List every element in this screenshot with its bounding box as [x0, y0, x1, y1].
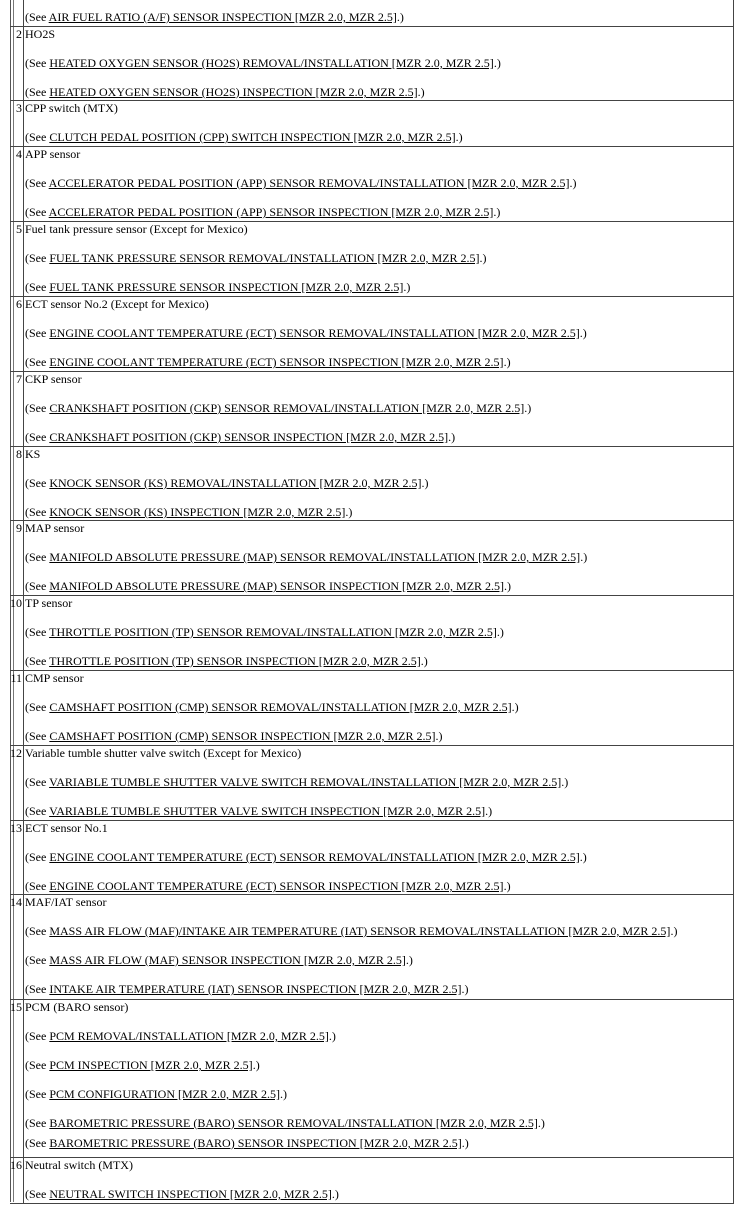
- reference-prefix: (See: [25, 355, 50, 369]
- reference-suffix: .): [331, 1187, 339, 1201]
- table-row: [10, 596, 734, 671]
- reference-link[interactable]: BAROMETRIC PRESSURE (BARO) SENSOR INSPECTION [MZR 2.0, MZR 2.5]: [49, 1136, 462, 1150]
- reference-line: [25, 1187, 733, 1201]
- reference-link[interactable]: ENGINE COOLANT TEMPERATURE (ECT) SENSOR REMOVAL/INSTALLATION [MZR 2.0, MZR 2.5]: [49, 326, 580, 340]
- reference-line: [25, 56, 733, 70]
- reference-prefix: (See: [25, 775, 50, 789]
- reference-suffix: .): [421, 476, 429, 490]
- reference-line: [25, 953, 733, 967]
- reference-link[interactable]: CAMSHAFT POSITION (CMP) SENSOR REMOVAL/INSTALLATION [MZR 2.0, MZR 2.5]: [49, 700, 512, 714]
- reference-link[interactable]: CAMSHAFT POSITION (CMP) SENSOR INSPECTION [MZR 2.0, MZR 2.5]: [49, 729, 436, 743]
- table-row: [10, 895, 734, 1000]
- reference-line: [25, 401, 733, 415]
- table-row: [10, 671, 734, 746]
- reference-line: [25, 205, 733, 219]
- reference-link[interactable]: VARIABLE TUMBLE SHUTTER VALVE SWITCH REMOVAL/INSTALLATION [MZR 2.0, MZR 2.5]: [49, 775, 562, 789]
- row-content: [24, 147, 733, 221]
- table-row: [10, 521, 734, 596]
- component-name: CPP switch (MTX): [25, 101, 118, 115]
- row-content: [24, 521, 733, 595]
- table-row: [10, 101, 734, 147]
- reference-line: [25, 625, 733, 639]
- row-content: [24, 372, 733, 446]
- reference-prefix: (See: [25, 1116, 50, 1130]
- row-content: [24, 1000, 733, 1157]
- reference-prefix: (See: [25, 1136, 50, 1150]
- reference-link[interactable]: VARIABLE TUMBLE SHUTTER VALVE SWITCH INSPECTION [MZR 2.0, MZR 2.5]: [49, 804, 486, 818]
- reference-line: [25, 729, 733, 743]
- reference-prefix: (See: [25, 579, 50, 593]
- reference-suffix: .): [448, 430, 456, 444]
- reference-prefix: (See: [25, 625, 50, 639]
- reference-link[interactable]: CRANKSHAFT POSITION (CKP) SENSOR INSPECTION [MZR 2.0, MZR 2.5]: [49, 430, 449, 444]
- row-content: [24, 27, 733, 100]
- reference-line: [25, 176, 733, 190]
- reference-prefix: (See: [25, 804, 50, 818]
- reference-link[interactable]: ENGINE COOLANT TEMPERATURE (ECT) SENSOR INSPECTION [MZR 2.0, MZR 2.5]: [49, 355, 504, 369]
- reference-prefix: (See: [25, 326, 50, 340]
- reference-prefix: (See: [25, 550, 50, 564]
- row-content: [24, 671, 733, 745]
- reference-suffix: .): [524, 401, 532, 415]
- reference-suffix: .): [493, 205, 501, 219]
- row-content: [24, 447, 733, 520]
- table-row: [10, 147, 734, 222]
- reference-link[interactable]: THROTTLE POSITION (TP) SENSOR INSPECTION [MZR 2.0, MZR 2.5]: [49, 654, 421, 668]
- reference-suffix: .): [403, 280, 411, 294]
- reference-prefix: (See: [25, 130, 50, 144]
- row-content: [24, 596, 733, 670]
- reference-suffix: .): [503, 355, 511, 369]
- reference-line: [25, 700, 733, 714]
- reference-link[interactable]: ACCELERATOR PEDAL POSITION (APP) SENSOR REMOVAL/INSTALLATION [MZR 2.0, MZR 2.5]: [48, 176, 570, 190]
- table-row: [10, 746, 734, 821]
- component-reference-table: [10, 0, 734, 1204]
- reference-link[interactable]: KNOCK SENSOR (KS) REMOVAL/INSTALLATION [MZR 2.0, MZR 2.5]: [49, 476, 422, 490]
- reference-link[interactable]: HEATED OXYGEN SENSOR (HO2S) REMOVAL/INSTALLATION [MZR 2.0, MZR 2.5]: [49, 56, 494, 70]
- reference-link[interactable]: CRANKSHAFT POSITION (CKP) SENSOR REMOVAL/INSTALLATION [MZR 2.0, MZR 2.5]: [49, 401, 525, 415]
- reference-suffix: .): [405, 953, 413, 967]
- row-number: 14: [10, 895, 24, 999]
- reference-link[interactable]: KNOCK SENSOR (KS) INSPECTION [MZR 2.0, MZR 2.5]: [49, 505, 346, 519]
- table-row: [10, 447, 734, 521]
- reference-suffix: .): [417, 85, 425, 99]
- reference-suffix: .): [455, 130, 463, 144]
- reference-line: [25, 476, 733, 490]
- reference-prefix: (See: [25, 505, 50, 519]
- row-content: [24, 821, 733, 894]
- row-number: 4: [10, 147, 24, 221]
- reference-link[interactable]: MANIFOLD ABSOLUTE PRESSURE (MAP) SENSOR INSPECTION [MZR 2.0, MZR 2.5]: [49, 579, 505, 593]
- reference-suffix: .): [280, 1087, 288, 1101]
- reference-suffix: .): [511, 700, 519, 714]
- table-row-top-continuation: [10, 0, 734, 27]
- reference-line: [25, 1116, 733, 1130]
- component-name: Fuel tank pressure sensor (Except for Mexico): [25, 222, 248, 236]
- row-number: 5: [10, 222, 24, 296]
- reference-link[interactable]: THROTTLE POSITION (TP) SENSOR REMOVAL/INSTALLATION [MZR 2.0, MZR 2.5]: [49, 625, 497, 639]
- row-number: 15: [10, 1000, 24, 1157]
- reference-line: [25, 355, 733, 369]
- reference-line: [25, 804, 733, 818]
- reference-suffix: .): [579, 326, 587, 340]
- reference-prefix: (See: [25, 850, 50, 864]
- reference-line: [25, 326, 733, 340]
- reference-suffix: .): [328, 1029, 336, 1043]
- reference-link[interactable]: HEATED OXYGEN SENSOR (HO2S) INSPECTION [MZR 2.0, MZR 2.5]: [49, 85, 418, 99]
- row-content: [24, 1158, 733, 1203]
- reference-link[interactable]: ACCELERATOR PEDAL POSITION (APP) SENSOR INSPECTION [MZR 2.0, MZR 2.5]: [48, 205, 494, 219]
- reference-link[interactable]: PCM INSPECTION [MZR 2.0, MZR 2.5]: [49, 1058, 253, 1072]
- table-row: [10, 27, 734, 101]
- component-name: Neutral switch (MTX): [25, 1158, 133, 1172]
- reference-line: [25, 1029, 733, 1043]
- component-name: CKP sensor: [25, 372, 82, 386]
- reference-line: [25, 579, 733, 593]
- reference-link[interactable]: PCM REMOVAL/INSTALLATION [MZR 2.0, MZR 2.5]: [49, 1029, 329, 1043]
- reference-line: [25, 130, 733, 144]
- reference-suffix: .): [537, 1116, 545, 1130]
- reference-prefix: (See: [25, 401, 50, 415]
- reference-link[interactable]: MASS AIR FLOW (MAF)/INTAKE AIR TEMPERATURE (IAT) SENSOR REMOVAL/INSTALLATION [MZR 2.0, MZR 2.5]: [49, 924, 671, 938]
- reference-line: [25, 10, 733, 24]
- reference-suffix: .): [561, 775, 569, 789]
- reference-suffix: .): [396, 10, 404, 24]
- row-number: 8: [10, 447, 24, 520]
- reference-prefix: (See: [25, 953, 50, 967]
- table-row: [10, 1158, 734, 1204]
- reference-suffix: .): [496, 625, 504, 639]
- row-number: 2: [10, 27, 24, 100]
- reference-line: [25, 850, 733, 864]
- reference-link[interactable]: ENGINE COOLANT TEMPERATURE (ECT) SENSOR INSPECTION [MZR 2.0, MZR 2.5]: [49, 879, 504, 893]
- row-number: 11: [10, 671, 24, 745]
- reference-line: [25, 654, 733, 668]
- reference-suffix: .): [485, 804, 493, 818]
- component-name: APP sensor: [25, 147, 81, 161]
- row-number: 12: [10, 746, 24, 820]
- reference-link[interactable]: AIR FUEL RATIO (A/F) SENSOR INSPECTION [MZR 2.0, MZR 2.5]: [48, 10, 397, 24]
- reference-suffix: .): [580, 550, 588, 564]
- reference-prefix: (See: [25, 1029, 50, 1043]
- reference-line: [25, 505, 733, 519]
- reference-link[interactable]: MANIFOLD ABSOLUTE PRESSURE (MAP) SENSOR REMOVAL/INSTALLATION [MZR 2.0, MZR 2.5]: [49, 550, 581, 564]
- reference-link[interactable]: FUEL TANK PRESSURE SENSOR REMOVAL/INSTALLATION [MZR 2.0, MZR 2.5]: [49, 251, 480, 265]
- reference-link[interactable]: BAROMETRIC PRESSURE (BARO) SENSOR REMOVAL/INSTALLATION [MZR 2.0, MZR 2.5]: [49, 1116, 538, 1130]
- row-content: [24, 222, 733, 296]
- reference-line: [25, 251, 733, 265]
- reference-suffix: .): [345, 505, 353, 519]
- component-name: PCM (BARO sensor): [25, 1000, 129, 1014]
- reference-prefix: (See: [25, 10, 49, 24]
- row-number: 13: [10, 821, 24, 894]
- reference-suffix: .): [670, 924, 678, 938]
- row-content: [24, 101, 733, 146]
- reference-link[interactable]: ENGINE COOLANT TEMPERATURE (ECT) SENSOR REMOVAL/INSTALLATION [MZR 2.0, MZR 2.5]: [49, 850, 580, 864]
- reference-prefix: (See: [25, 982, 50, 996]
- reference-link[interactable]: MASS AIR FLOW (MAF) SENSOR INSPECTION [MZR 2.0, MZR 2.5]: [49, 953, 406, 967]
- reference-prefix: (See: [25, 280, 50, 294]
- row-number: 6: [10, 297, 24, 371]
- row-number: 16: [10, 1158, 24, 1203]
- row-content: [24, 746, 733, 820]
- reference-prefix: (See: [25, 56, 50, 70]
- component-name: KS: [25, 447, 41, 461]
- reference-link[interactable]: INTAKE AIR TEMPERATURE (IAT) SENSOR INSPECTION [MZR 2.0, MZR 2.5]: [49, 982, 462, 996]
- reference-line: [25, 430, 733, 444]
- row-number: 7: [10, 372, 24, 446]
- reference-link[interactable]: FUEL TANK PRESSURE SENSOR INSPECTION [MZR 2.0, MZR 2.5]: [49, 280, 404, 294]
- reference-prefix: (See: [25, 654, 50, 668]
- reference-prefix: (See: [25, 430, 50, 444]
- reference-suffix: .): [461, 982, 469, 996]
- reference-link[interactable]: PCM CONFIGURATION [MZR 2.0, MZR 2.5]: [49, 1087, 281, 1101]
- reference-link[interactable]: CLUTCH PEDAL POSITION (CPP) SWITCH INSPECTION [MZR 2.0, MZR 2.5]: [49, 130, 456, 144]
- table-row: [10, 1000, 734, 1158]
- component-name: TP sensor: [25, 596, 73, 610]
- row-content: [24, 895, 733, 999]
- reference-prefix: (See: [25, 1058, 50, 1072]
- table-row: [10, 821, 734, 895]
- row-number: 10: [10, 596, 24, 670]
- reference-prefix: (See: [25, 879, 50, 893]
- reference-prefix: (See: [25, 476, 50, 490]
- row-number: 9: [10, 521, 24, 595]
- row-number: [10, 0, 24, 26]
- component-name: Variable tumble shutter valve switch (Except for Mexico): [25, 746, 302, 760]
- reference-prefix: (See: [25, 205, 49, 219]
- reference-prefix: (See: [25, 1087, 50, 1101]
- reference-line: [25, 775, 733, 789]
- component-name: CMP sensor: [25, 671, 84, 685]
- reference-suffix: .): [461, 1136, 469, 1150]
- table-row: [10, 297, 734, 372]
- reference-suffix: .): [493, 56, 501, 70]
- reference-prefix: (See: [25, 85, 50, 99]
- component-name: ECT sensor No.2 (Except for Mexico): [25, 297, 209, 311]
- reference-line: [25, 550, 733, 564]
- reference-prefix: (See: [25, 729, 50, 743]
- reference-line: [25, 1058, 733, 1072]
- row-content: [24, 0, 733, 26]
- reference-line: [25, 982, 733, 996]
- reference-suffix: .): [504, 579, 512, 593]
- reference-prefix: (See: [25, 176, 49, 190]
- reference-prefix: (See: [25, 251, 50, 265]
- table-row: [10, 372, 734, 447]
- reference-line: [25, 1136, 733, 1150]
- reference-line: [25, 879, 733, 893]
- reference-line: [25, 924, 733, 938]
- reference-prefix: (See: [25, 924, 50, 938]
- reference-line: [25, 85, 733, 99]
- component-name: HO2S: [25, 27, 56, 41]
- table-row: [10, 222, 734, 297]
- reference-suffix: .): [479, 251, 487, 265]
- row-content: [24, 297, 733, 371]
- reference-suffix: .): [569, 176, 577, 190]
- reference-line: [25, 1087, 733, 1101]
- row-number: 3: [10, 101, 24, 146]
- component-name: MAF/IAT sensor: [25, 895, 107, 909]
- reference-prefix: (See: [25, 700, 50, 714]
- reference-link[interactable]: NEUTRAL SWITCH INSPECTION [MZR 2.0, MZR 2.5]: [49, 1187, 332, 1201]
- component-name: MAP sensor: [25, 521, 85, 535]
- reference-suffix: .): [435, 729, 443, 743]
- reference-suffix: .): [503, 879, 511, 893]
- reference-suffix: .): [420, 654, 428, 668]
- reference-suffix: .): [579, 850, 587, 864]
- reference-suffix: .): [252, 1058, 260, 1072]
- component-name: ECT sensor No.1: [25, 821, 108, 835]
- reference-line: [25, 280, 733, 294]
- reference-prefix: (See: [25, 1187, 50, 1201]
